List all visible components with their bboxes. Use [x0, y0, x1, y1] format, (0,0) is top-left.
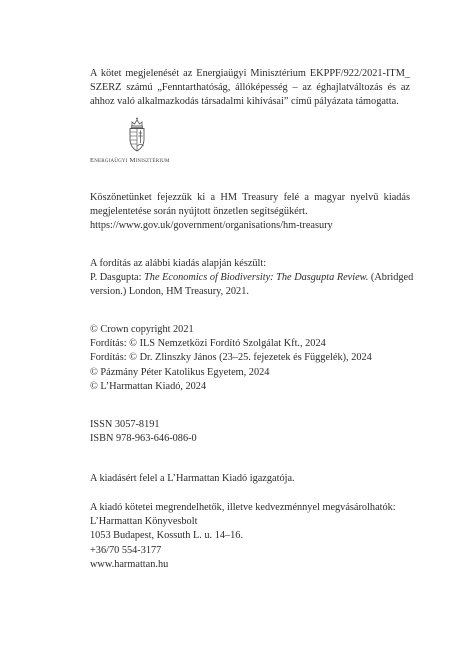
- issn: ISSN 3057-8191: [90, 419, 160, 430]
- coat-of-arms-icon: [127, 117, 147, 153]
- copyright-line: Fordítás: © Dr. Zlinszky János (23–25. fejezetek és Függelék), 2024: [90, 352, 372, 364]
- isbn-block: [90, 418, 410, 446]
- support-line: SZERZ számú „Fenntarthatóság, állóképesség – az éghajlatváltozás és az: [90, 82, 410, 94]
- isbn: ISBN 978-963-646-086-0: [90, 433, 197, 445]
- source-citation-cont: version.) London, HM Treasury, 2021.: [90, 286, 249, 298]
- copyright-line: © Pázmány Péter Katolikus Egyetem, 2024: [90, 366, 270, 378]
- thanks-url: https://www.gov.uk/government/organisations/hm-treasury: [90, 220, 333, 232]
- source-edition: [90, 257, 414, 300]
- support-line: A kötet megjelenését az Energiaügyi Minisztérium EKPPF/922/2021-ITM_: [90, 68, 410, 79]
- source-citation: [90, 271, 414, 285]
- support-statement: [90, 67, 410, 110]
- ministry-name: Energiaügyi Minisztérium: [90, 157, 170, 164]
- order-line: L’Harmattan Könyvesbolt: [90, 516, 198, 528]
- thanks-line: megjelentetése során nyújtott önzetlen segítségükért.: [90, 206, 308, 218]
- copyright-line: Fordítás: © ILS Nemzetközi Fordító Szolgálat Kft., 2024: [90, 338, 326, 350]
- order-url: www.harmattan.hu: [90, 558, 169, 570]
- ministry-logo: [90, 117, 210, 169]
- order-info: [90, 501, 410, 572]
- source-intro: A fordítás az alábbi kiadás alapján készült:: [90, 258, 267, 269]
- order-line: 1053 Budapest, Kossuth L. u. 14–16.: [90, 530, 244, 542]
- support-line: ahhoz való alkalmazkodás társadalmi kihívásai” című pályázata támogatta.: [90, 96, 399, 108]
- thanks-line: Köszönetünket fejezzük ki a HM Treasury felé a magyar nyelvű kiadás: [90, 192, 410, 203]
- copyright-line: © L’Harmattan Kiadó, 2024: [90, 380, 207, 392]
- source-rest: (Abridged: [368, 272, 414, 284]
- colophon-page: [90, 0, 414, 667]
- order-line: A kiadó kötetei megrendelhetők, illetve kedvezménnyel megvásárolhatók:: [90, 502, 396, 513]
- copyright-notices: [90, 323, 410, 394]
- copyright-line: © Crown copyright 2021: [90, 324, 194, 335]
- order-line: +36/70 554-3177: [90, 544, 162, 556]
- thanks-statement: [90, 191, 410, 234]
- responsible-line: A kiadásért felel a L’Harmattan Kiadó igazgatója.: [90, 473, 295, 484]
- source-author: P. Dasgupta:: [90, 272, 145, 284]
- source-title: The Economics of Biodiversity: The Dasgupta Review.: [144, 272, 369, 284]
- responsible-publisher: [90, 472, 410, 486]
